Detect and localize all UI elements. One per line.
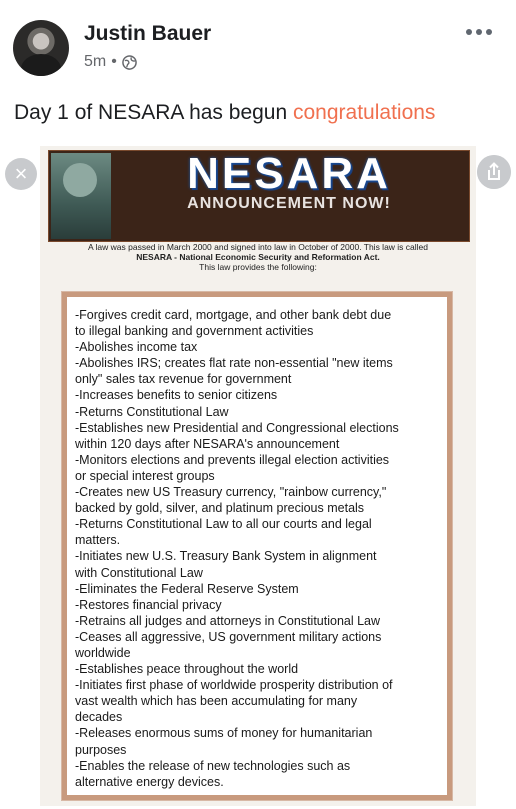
law-item: -Returns Constitutional Law to all our courts and legal (75, 517, 372, 532)
law-box (62, 292, 452, 800)
globe-icon (122, 55, 137, 70)
law-item: -Restores financial privacy (75, 597, 222, 612)
post-time[interactable]: 5m (84, 53, 107, 70)
post-text (14, 101, 435, 125)
law-item: -Increases benefits to senior citizens (75, 388, 278, 403)
share-icon[interactable] (477, 155, 511, 189)
law-item: -Returns Constitutional Law (75, 404, 229, 419)
law-item: with Constitutional Law (75, 565, 203, 580)
post-text-main: Day 1 of NESARA has begun (14, 101, 293, 124)
intro-text (60, 242, 456, 272)
law-item: -Enables the release of new technologies such as (75, 758, 351, 773)
statue-of-liberty-icon (51, 153, 111, 239)
law-item: -Monitors elections and prevents illegal election activities (75, 452, 390, 467)
law-item: matters. (75, 533, 121, 548)
law-item: -Initiates first phase of worldwide prosperity distribution of (75, 678, 393, 693)
intro-line: A law was passed in March 2000 and signed into law in October of 2000. This law is called (87, 242, 429, 252)
law-item: only" sales tax revenue for government (75, 372, 292, 387)
close-icon[interactable]: × (5, 158, 37, 190)
post-meta (84, 53, 137, 71)
law-item: -Ceases all aggressive, US government military actions (75, 629, 382, 644)
law-item: alternative energy devices. (75, 774, 224, 789)
law-item: decades (75, 710, 123, 725)
law-item: worldwide (75, 645, 131, 660)
law-item: vast wealth which has been accumulating for many (75, 694, 358, 709)
law-item: or special interest groups (75, 468, 215, 483)
law-item: backed by gold, silver, and platinum precious metals (75, 501, 365, 516)
law-item: purposes (75, 742, 127, 757)
banner-subtitle: ANNOUNCEMENT NOW! (187, 195, 391, 212)
author-name[interactable]: Justin Bauer (84, 22, 212, 45)
law-item: -Releases enormous sums of money for humanitarian (75, 726, 373, 741)
law-item: -Abolishes IRS; creates flat rate non-essential "new items (75, 356, 393, 371)
intro-bold: NESARA - National Economic Security and Reformation Act. (136, 252, 380, 262)
post-header (0, 0, 516, 90)
more-icon[interactable] (466, 24, 498, 40)
law-item: -Creates new US Treasury currency, "rainbow currency," (75, 485, 387, 500)
intro-line2: This law provides the following: (199, 262, 317, 272)
post-image[interactable] (40, 146, 476, 806)
meta-separator: • (111, 53, 117, 70)
law-item: -Retrains all judges and attorneys in Constitutional Law (75, 613, 381, 628)
law-item: within 120 days after NESARA's announcement (75, 436, 340, 451)
law-list (75, 307, 445, 790)
law-item: to illegal banking and government activities (75, 324, 314, 339)
law-item: -Initiates new U.S. Treasury Bank System in alignment (75, 549, 377, 564)
law-item: -Establishes new Presidential and Congressional elections (75, 420, 399, 435)
law-item: -Eliminates the Federal Reserve System (75, 581, 299, 596)
law-item: -Abolishes income tax (75, 340, 198, 355)
law-item: -Establishes peace throughout the world (75, 662, 299, 677)
post-text-highlight: congratulations (293, 101, 436, 124)
banner (48, 150, 470, 242)
law-item: -Forgives credit card, mortgage, and other bank debt due (75, 308, 392, 322)
avatar[interactable] (13, 20, 69, 76)
banner-title: NESARA (187, 149, 391, 198)
